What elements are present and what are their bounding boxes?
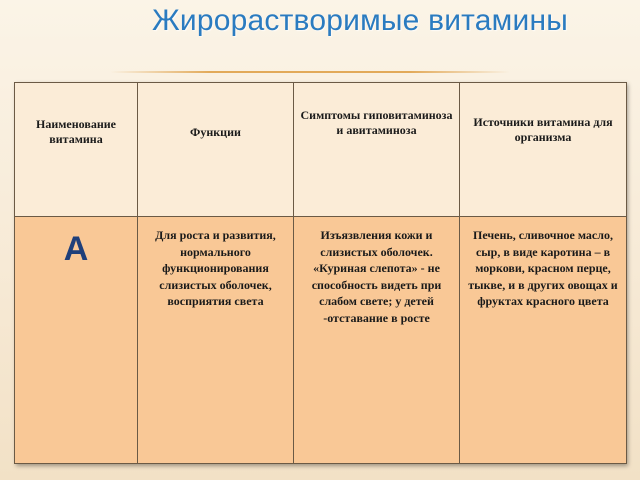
cell-vitamin-name [15, 217, 138, 464]
functions-text: Для роста и развития, нормального функционирования слизистых оболочек, восприятия света [155, 228, 276, 308]
cell-symptoms [294, 217, 460, 464]
header-vitamin-name: Наименование витамина [15, 83, 138, 217]
vitamins-table [14, 82, 627, 464]
header-sources: Источники витамина для организма [460, 83, 627, 217]
table-row [15, 217, 627, 464]
symptoms-text: Изъязвления кожи и слизистых оболочек. «Куриная слепота» - не способность видеть при слабом свете; у детей -отставание в росте [311, 228, 442, 325]
vitamins-table-container [14, 82, 626, 464]
cell-functions [138, 217, 294, 464]
slide-title: Жирорастворимые витамины [152, 4, 568, 37]
cell-sources [460, 217, 627, 464]
table-header-row [15, 83, 627, 217]
header-functions: Функции [138, 83, 294, 217]
header-symptoms: Симптомы гиповитаминоза и авитаминоза [294, 83, 460, 217]
sources-text: Печень, сливочное масло, сыр, в виде каротина – в моркови, красном перце, тыкве, и в других овощах и фруктах красного цвета [468, 228, 618, 308]
title-underline [110, 71, 510, 73]
vitamin-letter: А [63, 230, 89, 268]
